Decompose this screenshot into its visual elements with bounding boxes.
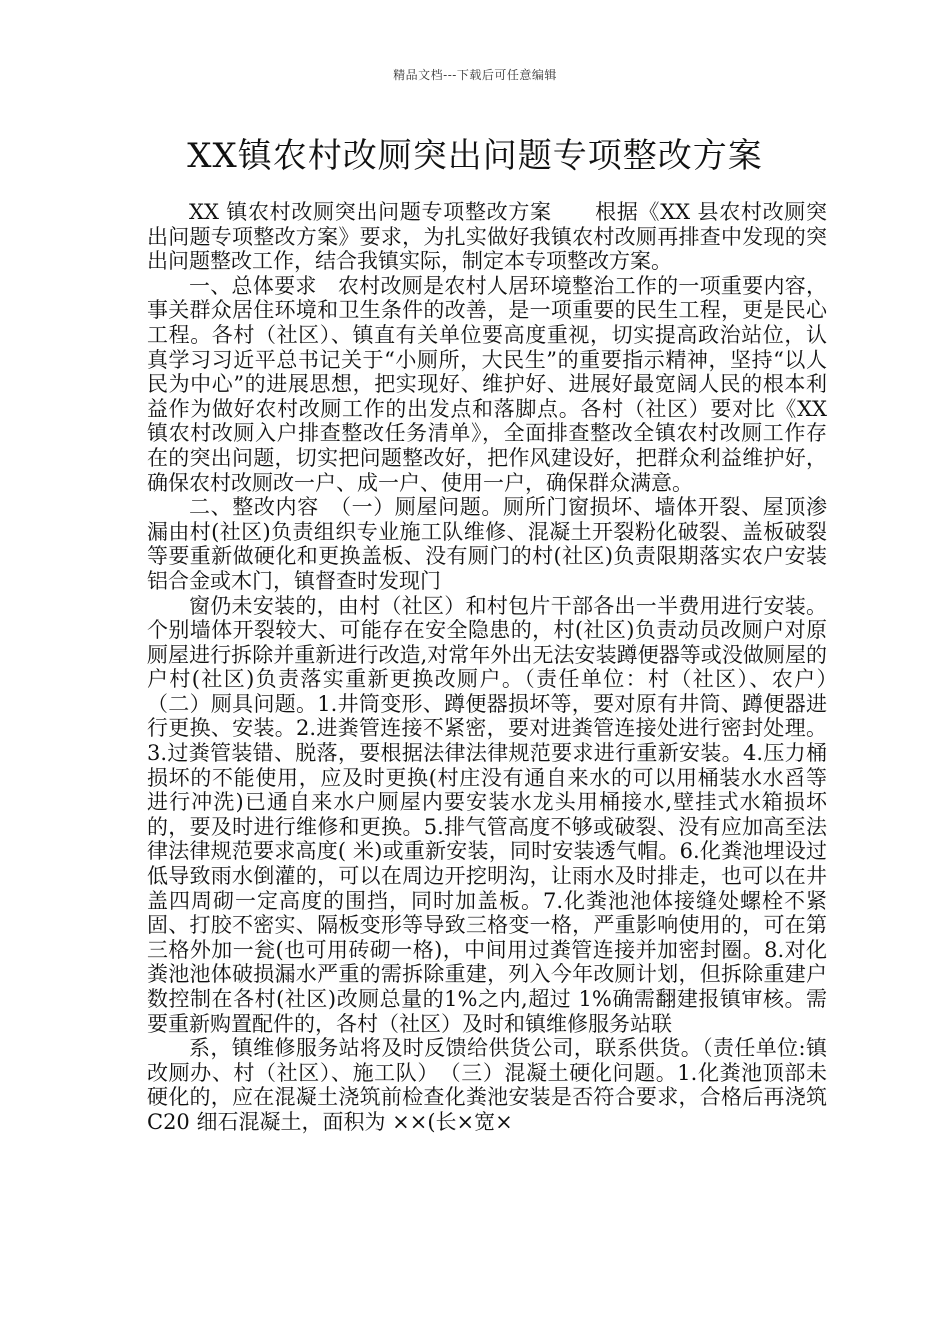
document-title: XX镇农村改厕突出问题专项整改方案	[187, 136, 763, 176]
paragraph-fixtures: 窗仍未安装的，由村（社区）和村包片干部各出一半费用进行安装。个别墙体开裂较大、可能存在安全隐患的，村(社区)负责动员改厕户对原厕屋进行拆除并重新进行改造,对常年外出无法安装蹲便器等或没做厕屋的户村(社区)负责落实重新更换改厕户。（责任单位：村（社区）、农户） （二）厕具问题。1.井筒变形、蹲便器损坏等，要对原有井筒、蹲便器进行更换、安装。2.进粪管连接不紧密，要对进粪管连接处进行密封处理。3.过粪管装错、脱落，要根据法律法律规范要求进行重新安装。4.压力桶损坏的不能使用，应及时更换(村庄没有通自来水的可以用桶装水水舀等进行冲洗)已通自来水户厕屋内要安装水龙头用桶接水,壁挂式水箱损坏的，要及时进行维修和更换。5.排气管高度不够或破裂、没有应加高至法律法律规范要求高度( 米)或重新安装，同时安装透气帽。6.化粪池埋设过低导致雨水倒灌的，可以在周边开挖明沟，让雨水及时排走，也可以在井盖四周砌一定高度的围挡，同时加盖板。7.化粪池池体接缝处螺栓不紧固、打胶不密实、隔板变形等导致三格变一格，严重影响使用的，可在第三格外加一瓮(也可用砖砌一格)，中间用过粪管连接并加密封圈。8.对化粪池池体破损漏水严重的需拆除重建，列入今年改厕计划，但拆除重建户数控制在各村(社区)改厕总量的1%之内,超过 1%确需翻建报镇审核。需要重新购置配件的，各村（社区）及时和镇维修服务站联	[147, 593, 848, 1036]
paragraph-intro: XX 镇农村改厕突出问题专项整改方案 根据《XX 县农村改厕突出问题专项整改方案》要求，为扎实做好我镇农村改厕再排查中发现的突出问题整改工作，结合我镇实际，制定本专项整改方案。	[147, 200, 827, 274]
page-header: 精品文档---下载后可任意编辑	[393, 68, 557, 82]
document-body	[147, 200, 848, 1135]
paragraph-general-requirements: 一、总体要求 农村改厕是农村人居环境整治工作的一项重要内容，事关群众居住环境和卫生条件的改善，是一项重要的民生工程，更是民心工程。各村（社区）、镇直有关单位要高度重视，切实提高政治站位，认真学习习近平总书记关于“小厕所，大民生”的重要指示精神，坚持“以人民为中心”的进展思想，把实现好、维护好、进展好最宽阔人民的根本利益作为做好农村改厕工作的出发点和落脚点。各村（社区）要对比《XX 镇农村改厕入户排查整改任务清单》，全面排查整改全镇农村改厕工作存在的突出问题，切实把问题整改好，把作风建设好，把群众利益维护好，确保农村改厕改一户、成一户、使用一户，确保群众满意。	[147, 273, 827, 495]
paragraph-concrete: 系，镇维修服务站将及时反馈给供货公司，联系供货。（责任单位:镇改厕办、村（社区）、施工队） （三）混凝土硬化问题。1.化粪池顶部未硬化的，应在混凝土浇筑前检查化粪池安装是否符合要求，合格后再浇筑 C20 细石混凝土，面积为 ××(长×宽×	[147, 1036, 827, 1134]
paragraph-rectification-content: 二、整改内容 （一）厕屋问题。厕所门窗损坏、墙体开裂、屋顶渗漏由村(社区)负责组织专业施工队维修、混凝土开裂粉化破裂、盖板破裂等要重新做硬化和更换盖板、没有厕门的村(社区)负责限期落实农户安装铝合金或木门，镇督查时发现门	[147, 495, 827, 593]
